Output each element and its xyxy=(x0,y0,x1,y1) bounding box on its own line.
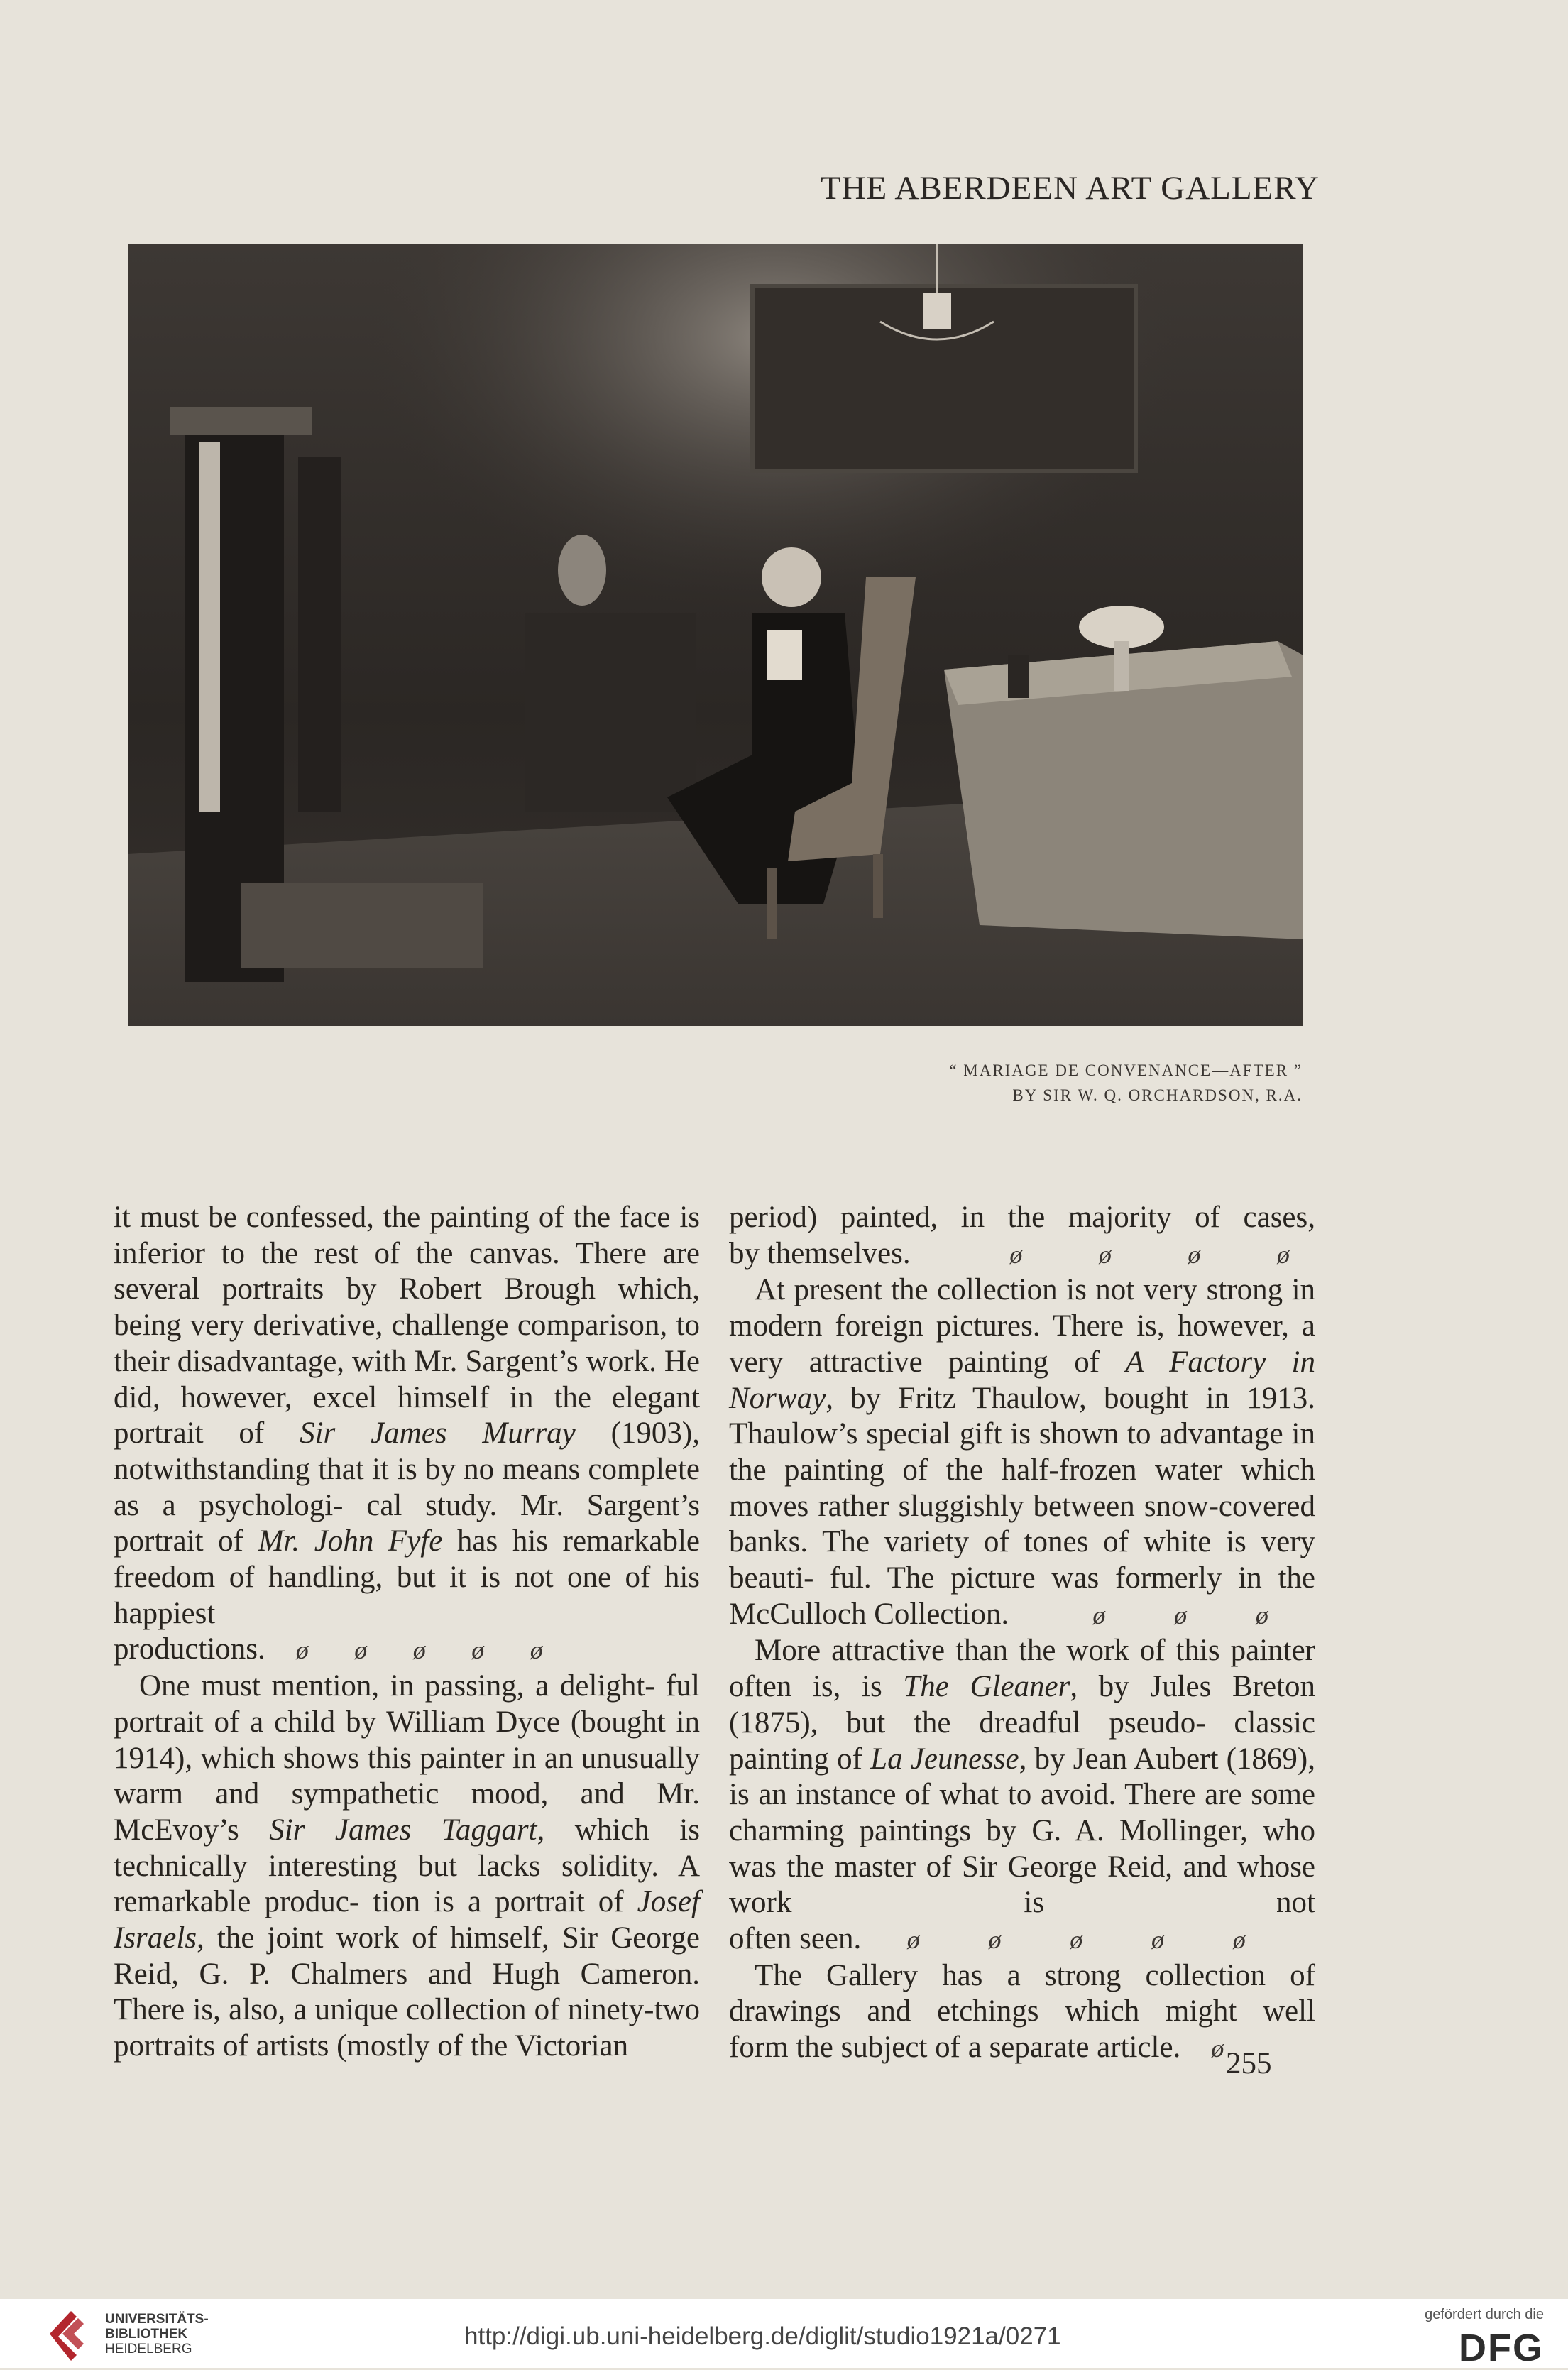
ornament-glyph: ø xyxy=(412,1636,426,1665)
caption-artist: BY SIR W. Q. ORCHARDSON, R.A. xyxy=(1012,1086,1303,1104)
text-line: face is inferior to the rest of the canvas. xyxy=(114,1201,700,1270)
text-line: work of himself, Sir George Reid, G. P. xyxy=(114,1921,700,1991)
ub-heidelberg-logo-icon xyxy=(43,2305,96,2362)
text-line: excel himself in the elegant portrait of xyxy=(114,1380,700,1451)
text-line: cal study. Mr. Sargent’s portrait of xyxy=(114,1488,701,1558)
text-line: Brough which, being very derivative, xyxy=(114,1272,701,1343)
text-line: is, however, a very attractive painting of xyxy=(729,1309,1315,1379)
text-line: mood, and Mr. McEvoy’s xyxy=(114,1777,701,1847)
ornament-glyph: ø xyxy=(295,1636,309,1665)
italic-title: A Factory in Norway xyxy=(729,1345,1315,1415)
text-line: in an unusually warm and sympathetic xyxy=(114,1741,701,1811)
text-line: painter often is, is xyxy=(729,1634,1315,1704)
paragraph xyxy=(729,1633,1315,1921)
ornament-glyph: ø xyxy=(1211,2034,1224,2063)
text-line: also, a unique collection of ninety-two xyxy=(229,1993,701,2027)
ornament-glyph: ø xyxy=(1092,1600,1106,1629)
text-line: The variety of tones of white is very beauti- xyxy=(729,1525,1315,1595)
text-line: Breton (1875), but the dreadful pseudo- xyxy=(729,1670,1316,1740)
text-line: classic painting of xyxy=(729,1705,1316,1776)
dfg-logo: DFG xyxy=(1459,2327,1544,2369)
italic-title: John Fyfe xyxy=(314,1524,443,1558)
paragraph-end-line xyxy=(729,1921,1315,1958)
italic-title: The Gleaner xyxy=(903,1670,1070,1704)
halftone-plate-painting xyxy=(128,244,1303,1026)
ornament-glyph: ø xyxy=(354,1636,368,1665)
text-line: drawings and etchings which might well xyxy=(729,1994,1315,2028)
text-line: (bought in 1914), which shows this painter xyxy=(114,1705,701,1775)
running-header: THE ABERDEEN ART GALLERY xyxy=(820,170,1320,207)
text-line: productions. xyxy=(114,1632,265,1666)
text-line: by themselves. xyxy=(729,1236,911,1270)
painting-interior-scene xyxy=(128,244,1303,1026)
italic-title: Taggart xyxy=(441,1813,537,1847)
library-name xyxy=(105,2312,209,2357)
text-line: , which is technically interesting xyxy=(114,1813,700,1883)
text-line: with Mr. Sargent’s work. He did, however, xyxy=(114,1344,700,1414)
text-line: strong in modern foreign pictures. There xyxy=(729,1273,1316,1343)
text-line: Chalmers and Hugh Cameron. There is, xyxy=(114,1957,700,2027)
paragraph-end-line xyxy=(729,1236,1315,1273)
caption-title: “ MARIAGE DE CONVENANCE—AFTER ” xyxy=(949,1061,1303,1079)
ornament-glyph: ø xyxy=(1009,1240,1023,1269)
paragraph xyxy=(114,1669,700,2065)
text-line: , by Jean xyxy=(1019,1742,1128,1776)
text-line: challenge comparison, to their disadvantage, xyxy=(114,1309,700,1378)
text-line: The Gallery has a strong collection of xyxy=(755,1958,1315,1992)
text-line: period) painted, in the majority of cases, xyxy=(729,1201,1315,1234)
text-line: ful portrait of a child by William Dyce xyxy=(114,1669,700,1739)
text-line: by G. A. Mollinger, who was the master of xyxy=(729,1813,1315,1884)
library-name-line: UNIVERSITÄTS- xyxy=(105,2312,209,2327)
text-line: , by Fritz Thaulow, xyxy=(826,1381,1087,1415)
italic-title: Josef Israels xyxy=(114,1885,700,1955)
paragraph-end-line xyxy=(729,1597,1315,1634)
text-line: McCulloch Collection. xyxy=(729,1597,1009,1631)
ornament-glyph: ø xyxy=(988,1926,1002,1955)
library-name-line: HEIDELBERG xyxy=(105,2342,192,2357)
ornament-glyph: ø xyxy=(1188,1240,1201,1269)
text-line: , by Jules xyxy=(1070,1670,1212,1704)
text-line: Aubert (1869), is an instance of what to xyxy=(729,1742,1315,1812)
text-line: shown to advantage in the painting of the xyxy=(729,1417,1315,1487)
italic-title: La Jeunesse xyxy=(870,1742,1019,1776)
left-text-column xyxy=(114,1200,700,2065)
text-line: form the subject of a separate article. xyxy=(729,2031,1181,2065)
ornament-glyph: ø xyxy=(1276,1240,1290,1269)
paragraph xyxy=(729,1958,1315,2030)
paragraph xyxy=(114,1200,700,1632)
text-line: it is by no means complete as a psychologi- xyxy=(114,1452,701,1522)
ornament-glyph: ø xyxy=(1255,1600,1268,1629)
text-line: There are several portraits by Robert xyxy=(114,1236,701,1306)
paragraph-end-line xyxy=(114,1632,700,1669)
text-line: At present the collection is not very xyxy=(755,1273,1198,1307)
ornament-glyph: ø xyxy=(1151,1926,1165,1955)
text-line: (1903), notwithstanding that xyxy=(114,1416,700,1486)
italic-title: Mr. xyxy=(258,1524,300,1558)
text-line: ful. The picture was formerly in the xyxy=(830,1561,1315,1595)
text-line: One must mention, in passing, a delight- xyxy=(139,1669,655,1703)
ornament-glyph: ø xyxy=(471,1636,485,1665)
ornament-glyph: ø xyxy=(1098,1240,1112,1269)
plate-caption xyxy=(949,1058,1303,1108)
italic-title: Sir James xyxy=(269,1813,412,1847)
text-line: Sir George Reid, and whose work is not xyxy=(729,1850,1316,1920)
permalink-url[interactable]: http://digi.ub.uni-heidelberg.de/diglit/studio1921a/0271 xyxy=(464,2322,1061,2350)
text-line: it must be confessed, the painting of the xyxy=(114,1201,611,1234)
text-line: but lacks solidity. A remarkable produc- xyxy=(114,1849,701,1919)
text-line: bought in 1913. Thaulow’s special gift is xyxy=(729,1381,1315,1451)
library-name-line: BIBLIOTHEK xyxy=(105,2327,188,2342)
text-line: has his remarkable freedom of xyxy=(114,1524,701,1595)
ornament-glyph: ø xyxy=(1232,1926,1246,1955)
right-text-column xyxy=(729,1200,1315,2067)
sponsor-label: gefördert durch die xyxy=(1425,2307,1544,2322)
ornament-glyph: ø xyxy=(530,1636,543,1665)
text-line: tion is a portrait of xyxy=(373,1885,637,1919)
text-line: More attractive than the work of this xyxy=(755,1634,1220,1668)
text-line: handling, but it is not one of his happiest xyxy=(114,1561,701,1630)
ornament-glyph: ø xyxy=(1070,1926,1083,1955)
italic-title: James Murray xyxy=(371,1416,576,1451)
text-line: , the joint xyxy=(197,1921,324,1955)
text-line: portraits of artists (mostly of the Victorian xyxy=(114,2029,629,2063)
text-line: half-frozen water which moves rather xyxy=(729,1453,1315,1523)
page-number: 255 xyxy=(1226,2047,1272,2080)
text-line: sluggishly between snow-covered banks. xyxy=(729,1489,1315,1559)
italic-title: Sir xyxy=(300,1416,336,1451)
paragraph xyxy=(729,1272,1315,1596)
ornament-glyph: ø xyxy=(906,1926,920,1955)
text-line: often seen. xyxy=(729,1922,862,1956)
paragraph xyxy=(729,1200,1315,1236)
text-line: avoid. There are some charming paintings xyxy=(729,1778,1315,1847)
ornament-glyph: ø xyxy=(1174,1600,1188,1629)
